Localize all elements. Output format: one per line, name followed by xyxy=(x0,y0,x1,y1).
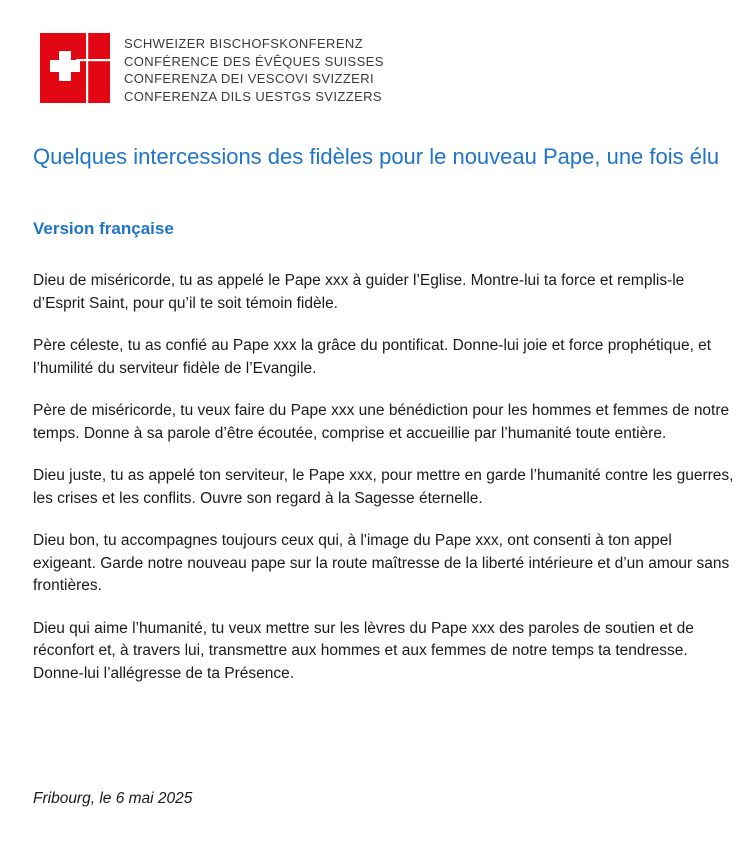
swiss-cross-icon xyxy=(40,33,110,103)
org-name-de: SCHWEIZER BISCHOFSKONFERENZ xyxy=(124,36,364,51)
org-name-rm: CONFERENZA DILS UESTGS SVIZZERS xyxy=(124,88,382,104)
org-name-it: CONFERENZA DEI VESCOVI SVIZZERI xyxy=(124,71,375,86)
intercession-paragraph: Dieu bon, tu accompagnes toujours ceux qui, à l'image du Pape xxx, ont consenti à ton appel exigeant. Garde notre nouveau pape sur la route maîtresse de la liberté intérieure et d’un amour sans frontières. xyxy=(33,532,730,594)
swiss-cross-logo xyxy=(40,33,110,103)
document-title: Quelques intercessions des fidèles pour le nouveau Pape, une fois élu xyxy=(33,144,720,169)
intercession-paragraph: Dieu juste, tu as appelé ton serviteur, le Pape xxx, pour mettre en garde l’humanité contre les guerres, les crises et les conflits. Ouvre son regard à la Sagesse éternelle. xyxy=(33,467,734,507)
document-subtitle: Version française xyxy=(33,219,174,238)
org-name-fr: CONFÉRENCE DES ÉVÊQUES SUISSES xyxy=(124,53,384,69)
intercession-paragraph: Dieu qui aime l’humanité, tu veux mettre sur les lèvres du Pape xxx des paroles de soutien et de réconfort et, à travers lui, transmettre aux hommes et aux femmes de notre temps ta tendresse. Donne-lui l’allégresse de ta Présence. xyxy=(33,619,694,682)
intercession-paragraph: Père de miséricorde, tu veux faire du Pape xxx une bénédiction pour les hommes et femmes de notre temps. Donne à sa parole d’être écoutée, comprise et accueillie par l’humanité toute entière. xyxy=(33,402,730,442)
letterhead xyxy=(40,33,384,105)
organization-names xyxy=(124,35,384,105)
intercessions-body xyxy=(33,270,735,705)
intercession-paragraph: Père céleste, tu as confié au Pape xxx la grâce du pontificat. Donne-lui joie et force prophétique, et l’humilité du serviteur fidèle de l’Evangile. xyxy=(33,337,712,377)
intercession-paragraph: Dieu de miséricorde, tu as appelé le Pape xxx à guider l’Eglise. Montre-lui ta force et remplis-le d’Esprit Saint, pour qu’il te soit témoin fidèle. xyxy=(33,272,685,312)
place-and-date: Fribourg, le 6 mai 2025 xyxy=(33,790,193,807)
